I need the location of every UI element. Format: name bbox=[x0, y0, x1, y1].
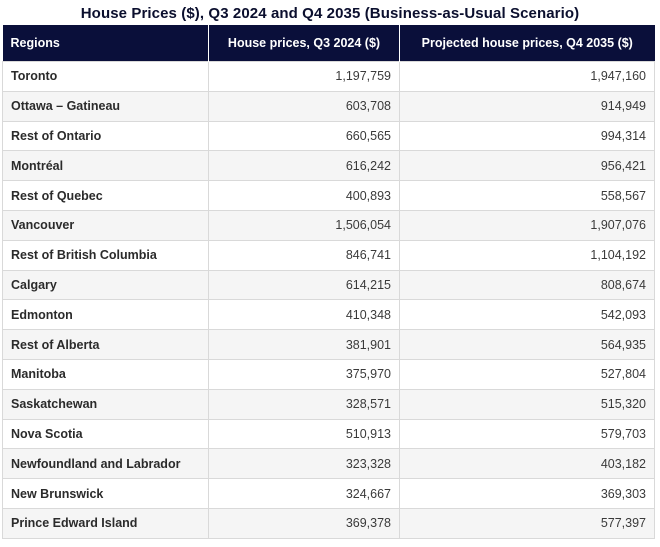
region-cell: New Brunswick bbox=[3, 479, 209, 509]
region-cell: Prince Edward Island bbox=[3, 508, 209, 538]
region-cell: Rest of Alberta bbox=[3, 330, 209, 360]
table-header-row bbox=[3, 25, 655, 62]
table-row bbox=[3, 240, 655, 270]
q4-2035-price-cell: 1,907,076 bbox=[400, 210, 655, 240]
region-cell: Calgary bbox=[3, 270, 209, 300]
region-cell: Rest of British Columbia bbox=[3, 240, 209, 270]
region-cell: Newfoundland and Labrador bbox=[3, 449, 209, 479]
q3-2024-price-cell: 375,970 bbox=[209, 359, 400, 389]
q4-2035-price-cell: 369,303 bbox=[400, 479, 655, 509]
q3-2024-price-cell: 510,913 bbox=[209, 419, 400, 449]
region-cell: Toronto bbox=[3, 62, 209, 92]
region-cell: Montréal bbox=[3, 151, 209, 181]
q3-2024-price-cell: 1,197,759 bbox=[209, 62, 400, 92]
table-row bbox=[3, 508, 655, 538]
q4-2035-price-cell: 577,397 bbox=[400, 508, 655, 538]
chart-title: House Prices ($), Q3 2024 and Q4 2035 (Business-as-Usual Scenario) bbox=[80, 5, 580, 22]
q4-2035-price-cell: 558,567 bbox=[400, 181, 655, 211]
table-row bbox=[3, 419, 655, 449]
q3-2024-price-cell: 846,741 bbox=[209, 240, 400, 270]
q4-2035-price-cell: 515,320 bbox=[400, 389, 655, 419]
q4-2035-price-cell: 579,703 bbox=[400, 419, 655, 449]
column-header-q4-2035: Projected house prices, Q4 2035 ($) bbox=[400, 25, 655, 62]
q3-2024-price-cell: 660,565 bbox=[209, 121, 400, 151]
q4-2035-price-cell: 542,093 bbox=[400, 300, 655, 330]
q4-2035-price-cell: 564,935 bbox=[400, 330, 655, 360]
table-row bbox=[3, 270, 655, 300]
q3-2024-price-cell: 328,571 bbox=[209, 389, 400, 419]
q3-2024-price-cell: 616,242 bbox=[209, 151, 400, 181]
table-row bbox=[3, 91, 655, 121]
q4-2035-price-cell: 956,421 bbox=[400, 151, 655, 181]
region-cell: Ottawa – Gatineau bbox=[3, 91, 209, 121]
q3-2024-price-cell: 410,348 bbox=[209, 300, 400, 330]
q4-2035-price-cell: 403,182 bbox=[400, 449, 655, 479]
table-row bbox=[3, 389, 655, 419]
q3-2024-price-cell: 1,506,054 bbox=[209, 210, 400, 240]
region-cell: Rest of Ontario bbox=[3, 121, 209, 151]
region-cell: Rest of Quebec bbox=[3, 181, 209, 211]
table-row bbox=[3, 449, 655, 479]
column-header-q3-2024: House prices, Q3 2024 ($) bbox=[209, 25, 400, 62]
table-row bbox=[3, 359, 655, 389]
region-cell: Edmonton bbox=[3, 300, 209, 330]
table-row bbox=[3, 62, 655, 92]
q3-2024-price-cell: 603,708 bbox=[209, 91, 400, 121]
table-row bbox=[3, 330, 655, 360]
house-prices-table bbox=[2, 25, 655, 539]
table-body bbox=[3, 62, 655, 539]
table-row bbox=[3, 479, 655, 509]
table-row bbox=[3, 181, 655, 211]
q3-2024-price-cell: 324,667 bbox=[209, 479, 400, 509]
q4-2035-price-cell: 1,947,160 bbox=[400, 62, 655, 92]
column-header-regions: Regions bbox=[3, 25, 209, 62]
q4-2035-price-cell: 808,674 bbox=[400, 270, 655, 300]
region-cell: Nova Scotia bbox=[3, 419, 209, 449]
q3-2024-price-cell: 369,378 bbox=[209, 508, 400, 538]
table-row bbox=[3, 210, 655, 240]
q3-2024-price-cell: 323,328 bbox=[209, 449, 400, 479]
table-row bbox=[3, 121, 655, 151]
q4-2035-price-cell: 914,949 bbox=[400, 91, 655, 121]
q4-2035-price-cell: 1,104,192 bbox=[400, 240, 655, 270]
region-cell: Manitoba bbox=[3, 359, 209, 389]
q3-2024-price-cell: 614,215 bbox=[209, 270, 400, 300]
q4-2035-price-cell: 994,314 bbox=[400, 121, 655, 151]
q3-2024-price-cell: 400,893 bbox=[209, 181, 400, 211]
q4-2035-price-cell: 527,804 bbox=[400, 359, 655, 389]
region-cell: Vancouver bbox=[3, 210, 209, 240]
table-row bbox=[3, 300, 655, 330]
region-cell: Saskatchewan bbox=[3, 389, 209, 419]
q3-2024-price-cell: 381,901 bbox=[209, 330, 400, 360]
table-row bbox=[3, 151, 655, 181]
